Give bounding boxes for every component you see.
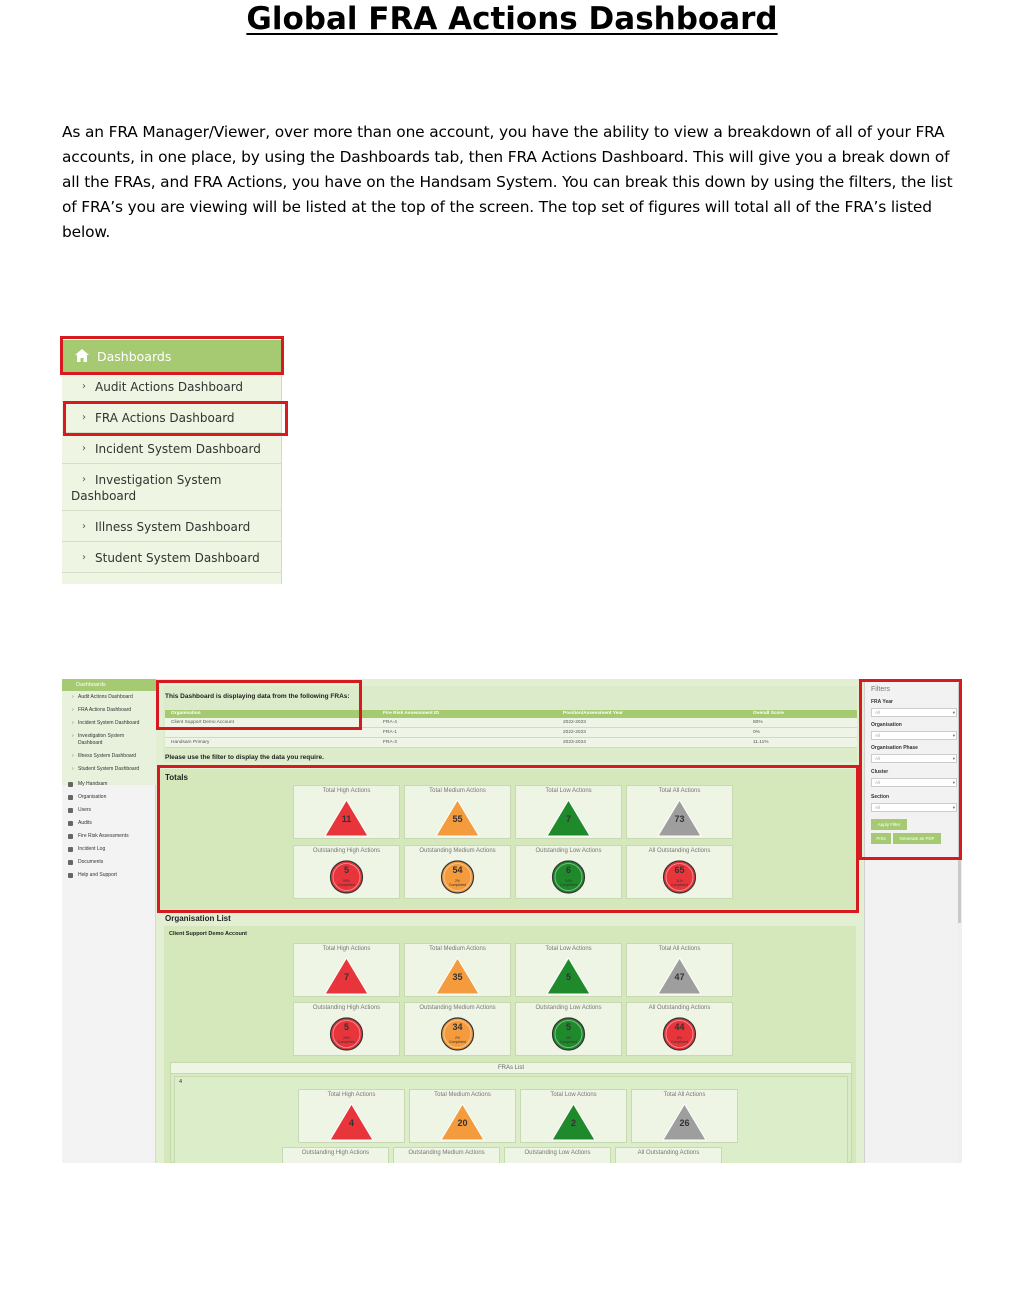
fra-card-outstanding-medium: Outstanding Medium Actions [393,1147,500,1163]
stat-card-label: Total Medium Actions [434,1092,491,1098]
fra-card-outstanding-low: Outstanding Low Actions [504,1147,611,1163]
stat-card-value: 7 [565,814,571,824]
users-icon [68,808,73,813]
stat-card-sub: Completed [560,883,577,887]
generate-pdf-button[interactable]: Generate as PDF [893,833,941,844]
stat-card-value: 7 [343,972,349,982]
chevron-right-icon: › [82,474,86,485]
table-row[interactable]: Handsam Primary FRA-3 2023-2024 11.11% [165,738,857,748]
stat-card-value: 55 [452,814,463,824]
stat-card-value: 5 [565,1022,571,1032]
sidebar-dashboards[interactable]: Dashboards [62,679,156,691]
table-row[interactable]: FRA-1 2022-2023 0% [165,728,857,738]
stat-card-label: Total Low Actions [545,788,592,794]
stat-card-sub: Completed [671,1040,688,1044]
pencil-icon [68,821,73,826]
stat-card-label: Outstanding High Actions [312,1005,381,1011]
fras-list-title: FRAs List [171,1063,851,1074]
stat-card-value: 47 [674,972,685,982]
stat-card-label: Total Low Actions [545,946,592,952]
stat-card-percent: 2% [454,879,461,883]
clipboard-icon [68,847,73,852]
filter-label-organisation: Organisation [871,722,902,728]
print-button[interactable]: Print [871,833,891,844]
filter-label-section: Section [871,794,890,800]
org-account-name: Client Support Demo Account [169,931,248,937]
chevron-down-icon: ▾ [952,733,955,738]
apply-filter-button[interactable]: Apply Filter [871,819,907,830]
stat-card-label: Total High Actions [322,788,371,794]
filter-select-section[interactable]: All ▾ [871,803,957,812]
stat-card-value: 5 [343,865,349,875]
highlight-box-filters [859,679,962,860]
chevron-right-icon: › [82,552,86,563]
circle-indicator-icon [294,1013,399,1057]
chevron-down-icon: ▾ [952,805,955,810]
stat-card-value: 54 [452,865,463,875]
stat-card-sub: Completed [671,883,688,887]
fra-dashboard-screenshot [62,679,962,1163]
stat-card-label: Total Medium Actions [429,946,486,952]
stat-card-sub: Completed [560,1040,577,1044]
chevron-right-icon: › [82,521,86,532]
filter-label-phase: Organisation Phase [871,745,918,751]
stat-card-label: All Outstanding Actions [648,848,711,854]
stat-card-sub: Completed [338,1040,355,1044]
stat-card-value: 11 [341,814,352,824]
help-icon [68,873,73,878]
filter-select-fra-year[interactable]: All ▾ [871,708,957,717]
stat-card-label: Total All Actions [658,788,701,794]
stat-card-percent: 28% [342,1036,350,1040]
stat-card-percent: 6% [676,1036,683,1040]
fras-list [170,1062,852,1163]
highlight-box-dashboards [60,336,284,375]
circle-indicator-icon [516,1013,621,1057]
chevron-right-icon: › [82,443,86,454]
stat-card [515,1002,622,1056]
chevron-down-icon: ▾ [952,780,955,785]
chevron-down-icon: ▾ [952,756,955,761]
chevron-right-icon: › [82,381,86,392]
stat-card-value: 6 [565,865,571,875]
circle-indicator-icon [627,1013,732,1057]
stat-card [293,1002,400,1056]
stat-card-value: 44 [674,1022,685,1032]
table-row[interactable]: Client Support Demo Account FRA-4 2022-2023 80% [165,718,857,728]
stat-card-sub: Completed [449,1040,466,1044]
stat-card [515,943,622,997]
document-title: Global FRA Actions Dashboard [246,1,778,37]
stat-card-label: Outstanding Low Actions [535,848,602,854]
stat-card [404,1002,511,1056]
stat-card-percent: 14% [564,879,572,883]
stat-card-label: Outstanding Medium Actions [419,1005,496,1011]
stat-card-label: Outstanding Low Actions [535,1005,602,1011]
stat-card-label: Outstanding High Actions [312,848,381,854]
totals-title: Totals [165,773,188,782]
document-icon [68,860,73,865]
dashboards-menu-label: Dashboards [97,349,172,364]
chevron-down-icon: ▾ [952,710,955,715]
fra-id: 4 [179,1079,183,1085]
stat-card [631,1089,738,1143]
building-icon [68,795,73,800]
stat-card-label: Total All Actions [658,946,701,952]
stat-card-label: Total Medium Actions [429,788,486,794]
dashboards-menu-screenshot: Dashboards › Audit Actions Dashboard › FRA Actions Dashboard › Incident System Dashboard › Investigation System Dashboard › Illness System Dashboard › Student System Dashboard [62,340,282,584]
stat-card-sub: Completed [449,883,466,887]
highlight-box-fra-actions [63,401,288,436]
stat-card [626,943,733,997]
filter-select-phase[interactable]: All ▾ [871,754,957,763]
stat-card-percent: 0% [565,1036,572,1040]
intro-paragraph: As an FRA Manager/Viewer, over more than one account, you have the ability to view a breakdown of all of your FRA accounts, in one place, by using the Dashboards tab, then FRA Actions Dashboard. This will give you a break down of all the FRAs, and FRA Actions, you have on the Handsam System. You can break this down by using the filters, the list of FRA’s you are viewing will be listed at the top of the screen. The top set of figures will total all of the FRA’s listed below. [62,123,953,241]
stat-card-sub: Completed [338,883,355,887]
user-icon [68,782,73,787]
stat-card-percent: 11% [676,879,683,883]
stat-card-value: 5 [343,1022,349,1032]
circle-indicator-icon [405,1013,510,1057]
fras-table-header: Organisation Fire Risk Assessment ID Position/Assessment Year Overall Score [165,710,857,718]
stat-card-value: 34 [452,1022,463,1032]
stat-card-value: 26 [679,1118,690,1128]
stat-card-value: 4 [348,1118,354,1128]
stat-card-value: 73 [674,814,685,824]
stat-card-value: 5 [565,972,571,982]
stat-card [520,1089,627,1143]
filter-label-cluster: Cluster [871,769,889,775]
fras-panel-title: This Dashboard is displaying data from the following FRAs: [165,693,350,700]
stat-card [409,1089,516,1143]
filter-hint: Please use the filter to display the data you require. [165,754,324,761]
filter-label-fra-year: FRA Year [871,699,893,705]
stat-card-label: Total All Actions [663,1092,706,1098]
chevron-right-icon: › [82,412,86,423]
stat-card [626,1002,733,1056]
stat-card [293,943,400,997]
stat-card-value: 20 [457,1118,468,1128]
fra-card-all-outstanding: All Outstanding Actions [615,1147,722,1163]
filters-title: Filters [871,686,891,693]
filter-select-cluster[interactable]: All ▾ [871,778,957,787]
stat-card-label: Total High Actions [322,946,371,952]
stat-card-percent: 55% [342,879,350,883]
highlight-box-fras-panel [156,680,362,730]
stat-card-value: 65 [674,865,685,875]
stat-card-label: Outstanding Medium Actions [419,848,496,854]
stat-card-label: Total Low Actions [550,1092,597,1098]
stat-card-label: All Outstanding Actions [648,1005,711,1011]
highlight-box-totals [157,765,859,913]
stat-card [404,943,511,997]
stat-card [298,1089,405,1143]
pencil-icon [68,834,73,839]
fra-card-outstanding-high: Outstanding High Actions [282,1147,389,1163]
stat-card-label: Total High Actions [327,1092,376,1098]
app-sidebar: Dashboards › Audit Actions Dashboard › FRA Actions Dashboard › Incident System Dashboard › Investigation System Dashboard › Illness System Dashboard › Student System Dashboard My Handsam Organisation Users Audits Fire Risk Assessments Incident Log Documents Help and Support [62,679,156,1163]
stat-card-percent: 2% [454,1036,461,1040]
stat-card-value: 35 [452,972,463,982]
organisation-list-title: Organisation List [165,914,231,923]
stat-card-value: 2 [570,1118,576,1128]
filter-select-organisation[interactable]: All ▾ [871,731,957,740]
